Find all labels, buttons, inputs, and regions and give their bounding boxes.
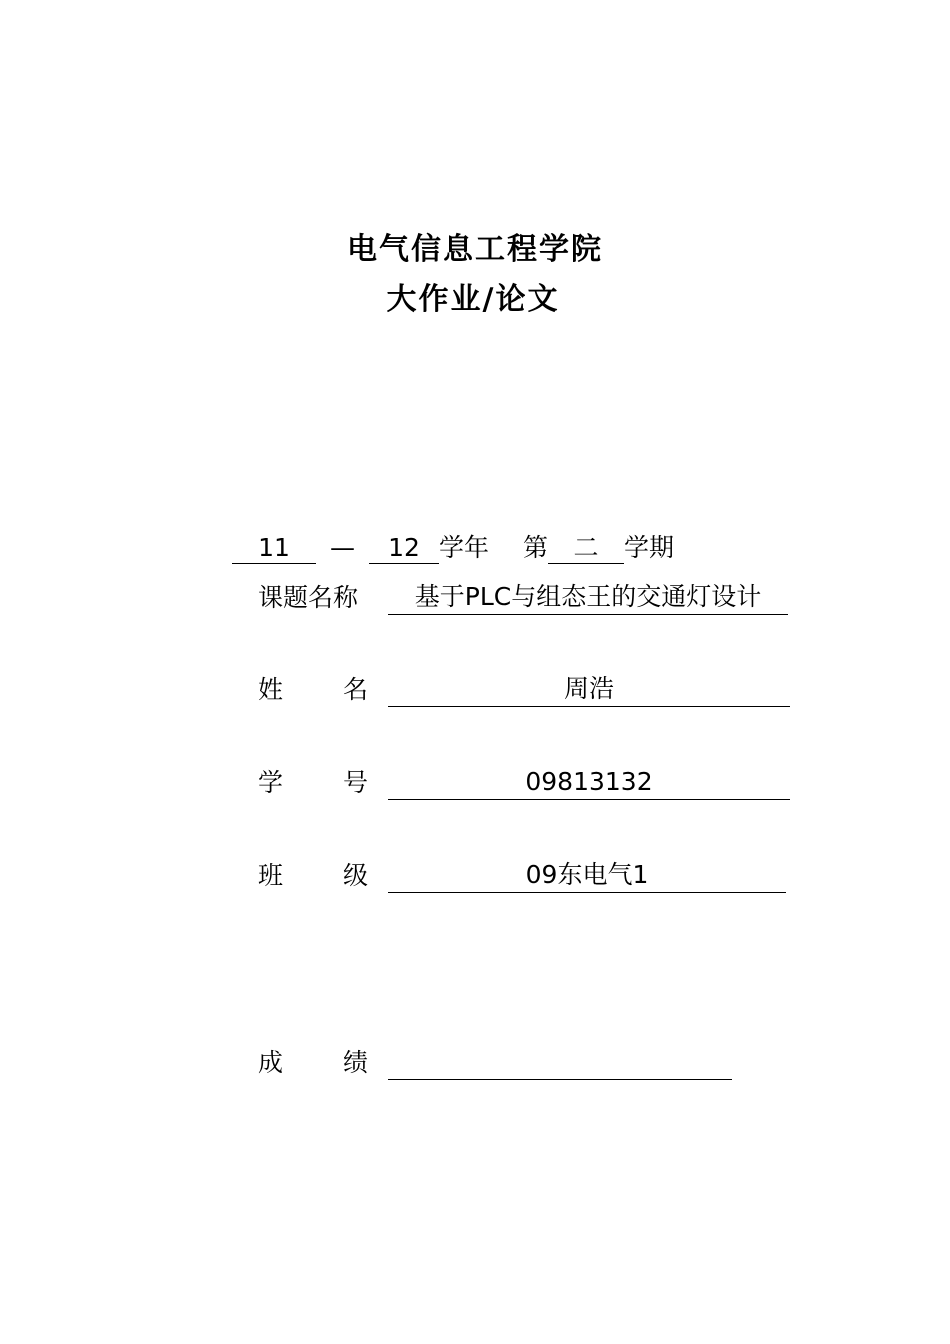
semester-prefix: 第 — [523, 533, 549, 562]
id-label-1: 学 — [258, 768, 284, 797]
topic-row — [258, 580, 762, 616]
name-row — [258, 672, 614, 708]
topic-label: 课题名称 — [258, 583, 359, 612]
semester-value: 二 — [548, 533, 624, 564]
topic-value: 基于PLC与组态王的交通灯设计 — [388, 580, 788, 615]
id-label-2: 号 — [343, 768, 369, 797]
year-label: 学年 — [439, 533, 490, 562]
year-end: 12 — [369, 533, 439, 564]
name-label-1: 姓 — [258, 675, 284, 704]
document-type-title: 大作业/论文 — [386, 282, 560, 317]
semester-label: 学期 — [624, 533, 675, 562]
class-row — [258, 858, 649, 894]
student-id-row — [258, 765, 653, 801]
class-label-1: 班 — [258, 861, 284, 890]
academic-term-line — [232, 530, 674, 566]
class-value: 09东电气1 — [388, 858, 786, 893]
grade-row — [258, 1045, 368, 1081]
school-title: 电气信息工程学院 — [347, 232, 603, 267]
student-id-value: 09813132 — [388, 765, 790, 800]
name-value: 周浩 — [388, 672, 790, 707]
class-label-2: 级 — [343, 861, 369, 890]
grade-label-1: 成 — [258, 1048, 284, 1077]
year-dash: — — [330, 533, 355, 562]
grade-value — [388, 1045, 732, 1080]
grade-label-2: 绩 — [343, 1048, 369, 1077]
name-label-2: 名 — [343, 675, 369, 704]
year-start: 11 — [232, 533, 316, 564]
